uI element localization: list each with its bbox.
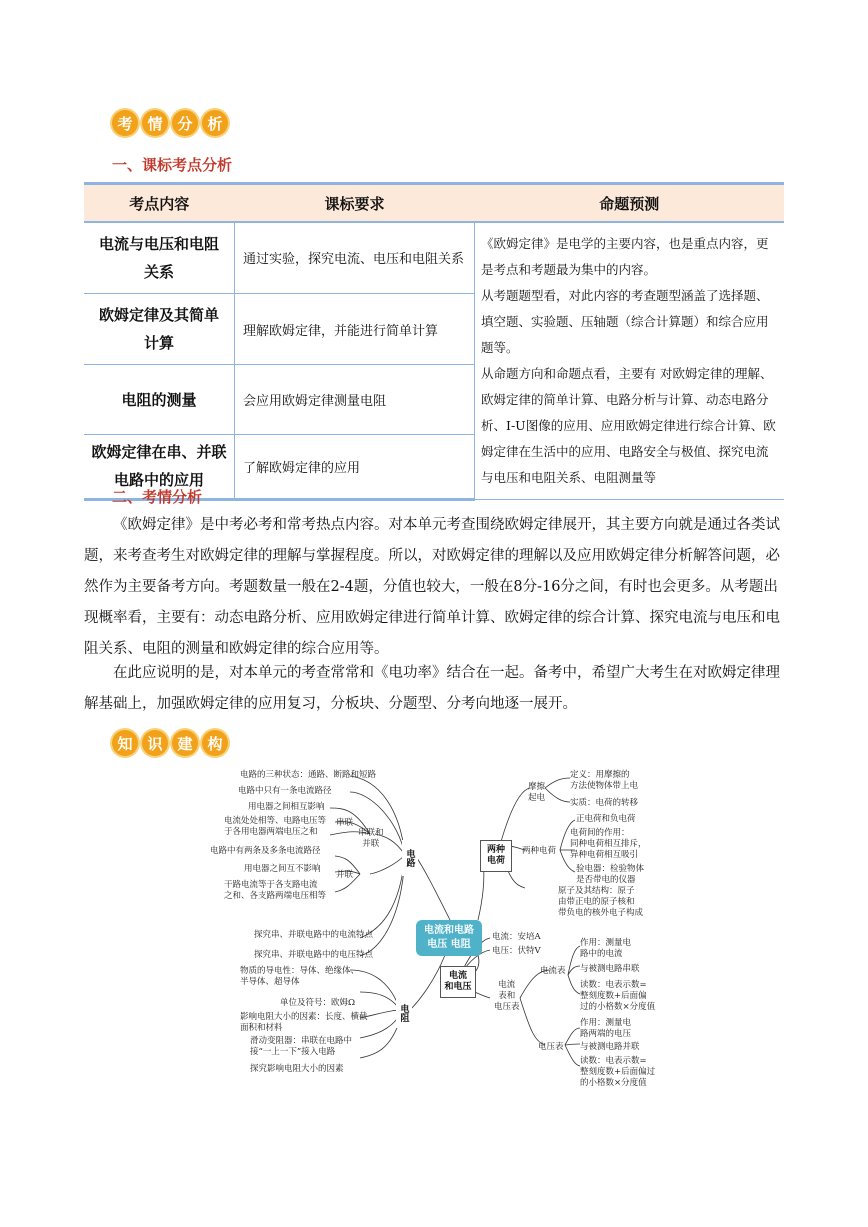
section-title-curriculum: 一、课标考点分析 — [112, 156, 233, 174]
node-charge: 两种 电荷 — [480, 840, 512, 872]
requirement-cell: 会应用欧姆定律测量电阻 — [235, 365, 475, 434]
prediction-cell — [475, 222, 785, 500]
leaf: 电路中有两条及多条电流路径 — [210, 846, 321, 856]
topic-cell: 电阻的测量 — [84, 365, 235, 434]
leaf: 电流：安培A — [492, 932, 541, 942]
section-badge-knowledge — [112, 726, 228, 760]
leaf: 干路电流等于各支路电流 之和、各支路两端电压相等 — [224, 880, 327, 901]
leaf: 用电器之间相互影响 — [248, 802, 325, 812]
node-resistance: 电阻 — [396, 998, 412, 1028]
requirement-cell: 通过实验，探究电流、电压和电阻关系 — [235, 222, 475, 293]
badge-char: 构 — [202, 730, 228, 756]
badge-char: 识 — [142, 730, 168, 756]
prediction-para: 《欧姆定律》是电学的主要内容，也是重点内容，更是考点和考题最为集中的内容。 — [481, 236, 769, 277]
badge-char: 建 — [172, 730, 198, 756]
leaf: 电荷间的作用： 同种电荷相互排斥， 异种电荷相互吸引 — [570, 828, 647, 860]
leaf: 用电器之间互不影响 — [244, 864, 321, 874]
prediction-para: 从命题方向和命题点看，主要有 对欧姆定律的理解、欧姆定律的简单计算、电路分析与计算、动态电路分析、I-U图像的应用、应用欧姆定律进行综合计算、欧姆定律在生活中的应用、电路安全与极值、探究电流与电压和电阻关系、电阻测量等 — [481, 366, 776, 485]
leaf: 电压：伏特V — [492, 946, 541, 956]
sub-series-parallel: 串联和 并联 — [358, 828, 384, 849]
node-current-voltage: 电流 和电压 — [440, 966, 476, 998]
leaf: 验电器：检验物体 是否带电的仪器 — [576, 864, 645, 885]
section-title-exam-analysis: 二、考情分析 — [112, 488, 203, 506]
prediction-para: 从考题题型看，对此内容的考查题型涵盖了选择题、填空题、实验题、压轴题（综合计算题）和综合应用题等。 — [481, 288, 769, 355]
node-circuit: 电路 — [402, 840, 418, 876]
col-header: 考点内容 — [84, 184, 235, 223]
leaf: 探究串、并联电路中的电压特点 — [254, 950, 374, 960]
requirement-cell: 了解欧姆定律的应用 — [235, 434, 475, 499]
sub-ammeter: 电流表 — [540, 966, 566, 976]
table-row — [84, 222, 784, 293]
col-header: 命题预测 — [475, 184, 785, 223]
sub-parallel: 并联 — [336, 870, 354, 880]
leaf: 电流处处相等、电路电压等 于各用电器两端电压之和 — [224, 816, 327, 837]
analysis-paragraph: 《欧姆定律》是中考必考和常考热点内容。对本单元考查围绕欧姆定律展开，其主要方向就是通过各类试题，来考查考生对欧姆定律的理解与掌握程度。所以，对欧姆定律的理解以及应用欧姆定律分析解答问题，必然作为主要备考方向。考题数量一般在2-4题，分值也较大，一般在8分-16分之间，有时也会更多。从考题出现概率看，主要有：动态电路分析、应用欧姆定律进行简单计算、欧姆定律的综合计算、探究电流与电压和电阻关系、电阻的测量和欧姆定律的综合应用等。 — [84, 517, 780, 657]
badge-char: 析 — [202, 110, 228, 136]
badge-char: 知 — [112, 730, 138, 756]
topic-cell: 欧姆定律在串、并联 电路中的应用 — [84, 434, 235, 499]
badge-char: 考 — [112, 110, 138, 136]
sub-friction: 摩擦 起电 — [528, 782, 546, 803]
section-badge-analysis — [112, 106, 228, 140]
leaf: 定义：用摩擦的 方法使物体带上电 — [570, 770, 639, 791]
leaf: 读数：电表示数= 整刻度数+后面偏过 的小格数×分度值 — [580, 1056, 656, 1088]
leaf: 正电荷和负电荷 — [576, 814, 636, 824]
sub-meters: 电流 表和 电压表 — [494, 980, 520, 1012]
leaf: 单位及符号：欧姆Ω — [280, 998, 356, 1008]
sub-series: 串联 — [336, 818, 354, 828]
requirement-cell: 理解欧姆定律，并能进行简单计算 — [235, 293, 475, 364]
leaf: 电路中只有一条电流路径 — [238, 786, 332, 796]
topic-cell: 欧姆定律及其简单 计算 — [84, 293, 235, 364]
leaf: 实质：电荷的转移 — [570, 798, 639, 808]
leaf: 与被测电路并联 — [580, 1042, 640, 1052]
leaf: 探究串、并联电路中的电流特点 — [254, 930, 374, 940]
leaf: 探究影响电阻大小的因素 — [250, 1064, 344, 1074]
mind-map — [210, 770, 670, 1088]
leaf: 影响电阻大小的因素：长度、横截 面积和材料 — [240, 1012, 368, 1033]
curriculum-table — [84, 182, 784, 501]
sub-two-charges: 两种电荷 — [522, 846, 557, 856]
mind-map-center: 电流和电路 电压 电阻 — [416, 920, 482, 956]
analysis-paragraph: 在此应说明的是，对本单元的考查常常和《电功率》结合在一起。备考中，希望广大考生在对欧姆定律理解基础上，加强欧姆定律的应用复习，分板块、分题型、分考向地逐一展开。 — [84, 665, 780, 712]
topic-cell: 电流与电压和电阻 关系 — [84, 222, 235, 293]
leaf: 作用：测量电 路中的电流 — [580, 938, 632, 959]
leaf: 读数：电表示数= 整刻度数+后面偏 过的小格数×分度值 — [580, 980, 656, 1012]
leaf: 原子及其结构：原子 由带正电的原子核和 带负电的核外电子构成 — [558, 886, 644, 918]
badge-char: 分 — [172, 110, 198, 136]
leaf: 物质的导电性：导体、绝缘体、 半导体、超导体 — [240, 966, 360, 987]
leaf: 滑动变阻器：串联在电路中 接“一上一下”接入电路 — [250, 1036, 353, 1057]
col-header: 课标要求 — [235, 184, 475, 223]
leaf: 电路的三种状态：通路、断路和短路 — [240, 770, 377, 780]
leaf: 作用：测量电 路两端的电压 — [580, 1018, 632, 1039]
table-header-row — [84, 184, 784, 223]
sub-voltmeter: 电压表 — [538, 1042, 564, 1052]
leaf: 与被测电路串联 — [580, 964, 640, 974]
badge-char: 情 — [142, 110, 168, 136]
